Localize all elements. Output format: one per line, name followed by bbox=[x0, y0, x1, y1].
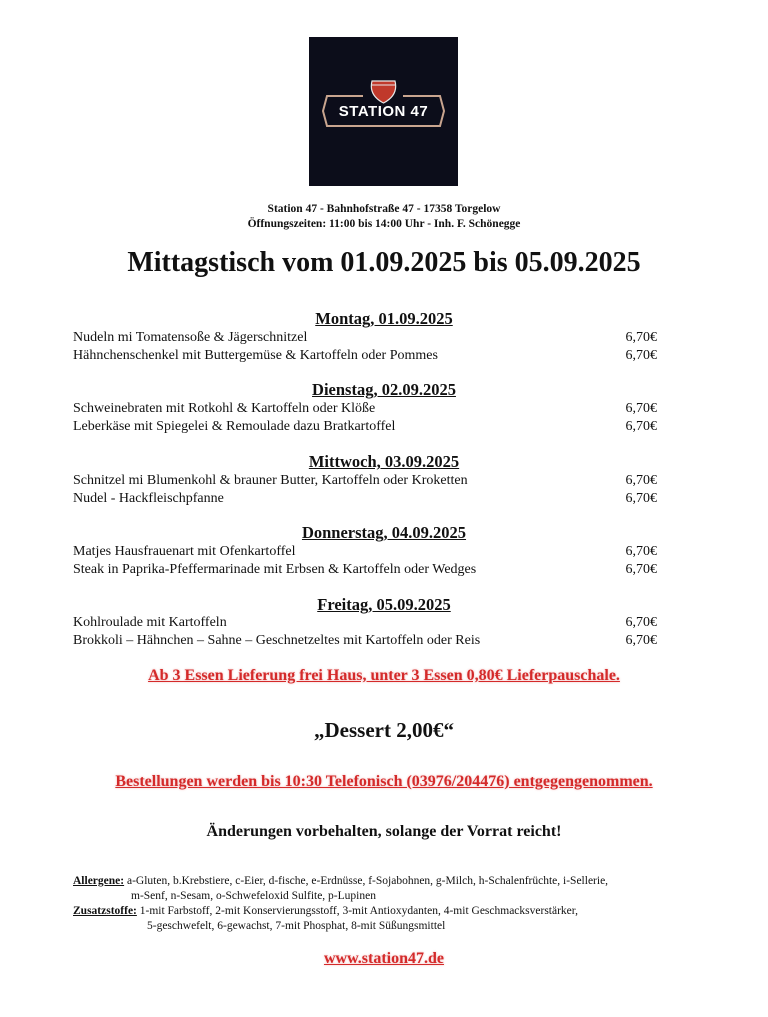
dish-price: 6,70€ bbox=[625, 544, 657, 559]
dish-name: Nudeln mi Tomatensoße & Jägerschnitzel bbox=[73, 330, 308, 345]
dish-name: Hähnchenschenkel mit Buttergemüse & Kartoffeln oder Pommes bbox=[73, 348, 438, 363]
day-heading-monday: Montag, 01.09.2025 bbox=[315, 309, 453, 328]
logo-wordmark: STATION 47 bbox=[338, 103, 429, 120]
additives-label: Zusatzstoffe: bbox=[73, 905, 137, 917]
dish-price: 6,70€ bbox=[625, 615, 657, 630]
dish-name: Steak in Paprika-Pfeffermarinade mit Erbsen & Kartoffeln oder Wedges bbox=[73, 562, 477, 577]
day-heading-tuesday: Dienstag, 02.09.2025 bbox=[312, 380, 456, 399]
order-note: Bestellungen werden bis 10:30 Telefonisch (03976/204476) entgegengenommen. bbox=[115, 773, 653, 790]
dish-price: 6,70€ bbox=[625, 562, 657, 577]
dish-price: 6,70€ bbox=[625, 633, 657, 648]
delivery-note: Ab 3 Essen Lieferung frei Haus, unter 3 Essen 0,80€ Lieferpauschale. bbox=[148, 667, 620, 684]
dish-price: 6,70€ bbox=[625, 330, 657, 345]
dish-name: Schnitzel mi Blumenkohl & brauner Butter, Kartoffeln oder Kroketten bbox=[73, 473, 468, 488]
dessert-price: „Dessert 2,00€“ bbox=[314, 718, 454, 742]
additives-line bbox=[73, 905, 578, 917]
page-title: Mittagstisch vom 01.09.2025 bis 05.09.2025 bbox=[127, 247, 641, 278]
dish-name: Matjes Hausfrauenart mit Ofenkartoffel bbox=[73, 544, 296, 559]
opening-hours: Öffnungszeiten: 11:00 bis 14:00 Uhr - Inh. F. Schönegge bbox=[247, 218, 521, 230]
dish-price: 6,70€ bbox=[625, 473, 657, 488]
change-note: Änderungen vorbehalten, solange der Vorrat reicht! bbox=[206, 823, 562, 840]
dish-price: 6,70€ bbox=[625, 348, 657, 363]
dish-price: 6,70€ bbox=[625, 401, 657, 416]
website-link[interactable]: www.station47.de bbox=[323, 950, 444, 967]
additives-list: 1-mit Farbstoff, 2-mit Konservierungsstoff, 3-mit Antioxydanten, 4-mit Geschmacksverstärker, bbox=[139, 905, 579, 917]
day-heading-wednesday: Mittwoch, 03.09.2025 bbox=[308, 452, 460, 471]
allergens-list-continued: m-Senf, n-Sesam, o-Schwefeloxid Sulfite, p-Lupinen bbox=[131, 890, 376, 902]
allergens-list: a-Gluten, b.Krebstiere, c-Eier, d-fische, e-Erdnüsse, f-Sojabohnen, g-Milch, h-Schalenfrüchte, i-Sellerie, bbox=[126, 875, 609, 887]
dish-price: 6,70€ bbox=[625, 419, 657, 434]
address-line: Station 47 - Bahnhofstraße 47 - 17358 Torgelow bbox=[267, 203, 501, 215]
dish-name: Schweinebraten mit Rotkohl & Kartoffeln oder Klöße bbox=[73, 401, 376, 416]
dish-name: Kohlroulade mit Kartoffeln bbox=[73, 615, 227, 630]
allergens-label: Allergene: bbox=[73, 875, 125, 887]
dish-name: Brokkoli – Hähnchen – Sahne – Geschnetzeltes mit Kartoffeln oder Reis bbox=[73, 633, 481, 648]
day-heading-thursday: Donnerstag, 04.09.2025 bbox=[301, 523, 467, 542]
station47-logo bbox=[309, 37, 458, 186]
allergens-line bbox=[73, 875, 608, 887]
dish-name: Nudel - Hackfleischpfanne bbox=[73, 491, 224, 506]
dish-name: Leberkäse mit Spiegelei & Remoulade dazu Bratkartoffel bbox=[73, 419, 396, 434]
day-heading-friday: Freitag, 05.09.2025 bbox=[317, 595, 451, 614]
dish-price: 6,70€ bbox=[625, 491, 657, 506]
additives-list-continued: 5-geschwefelt, 6-gewachst, 7-mit Phosphat, 8-mit Süßungsmittel bbox=[147, 920, 446, 932]
